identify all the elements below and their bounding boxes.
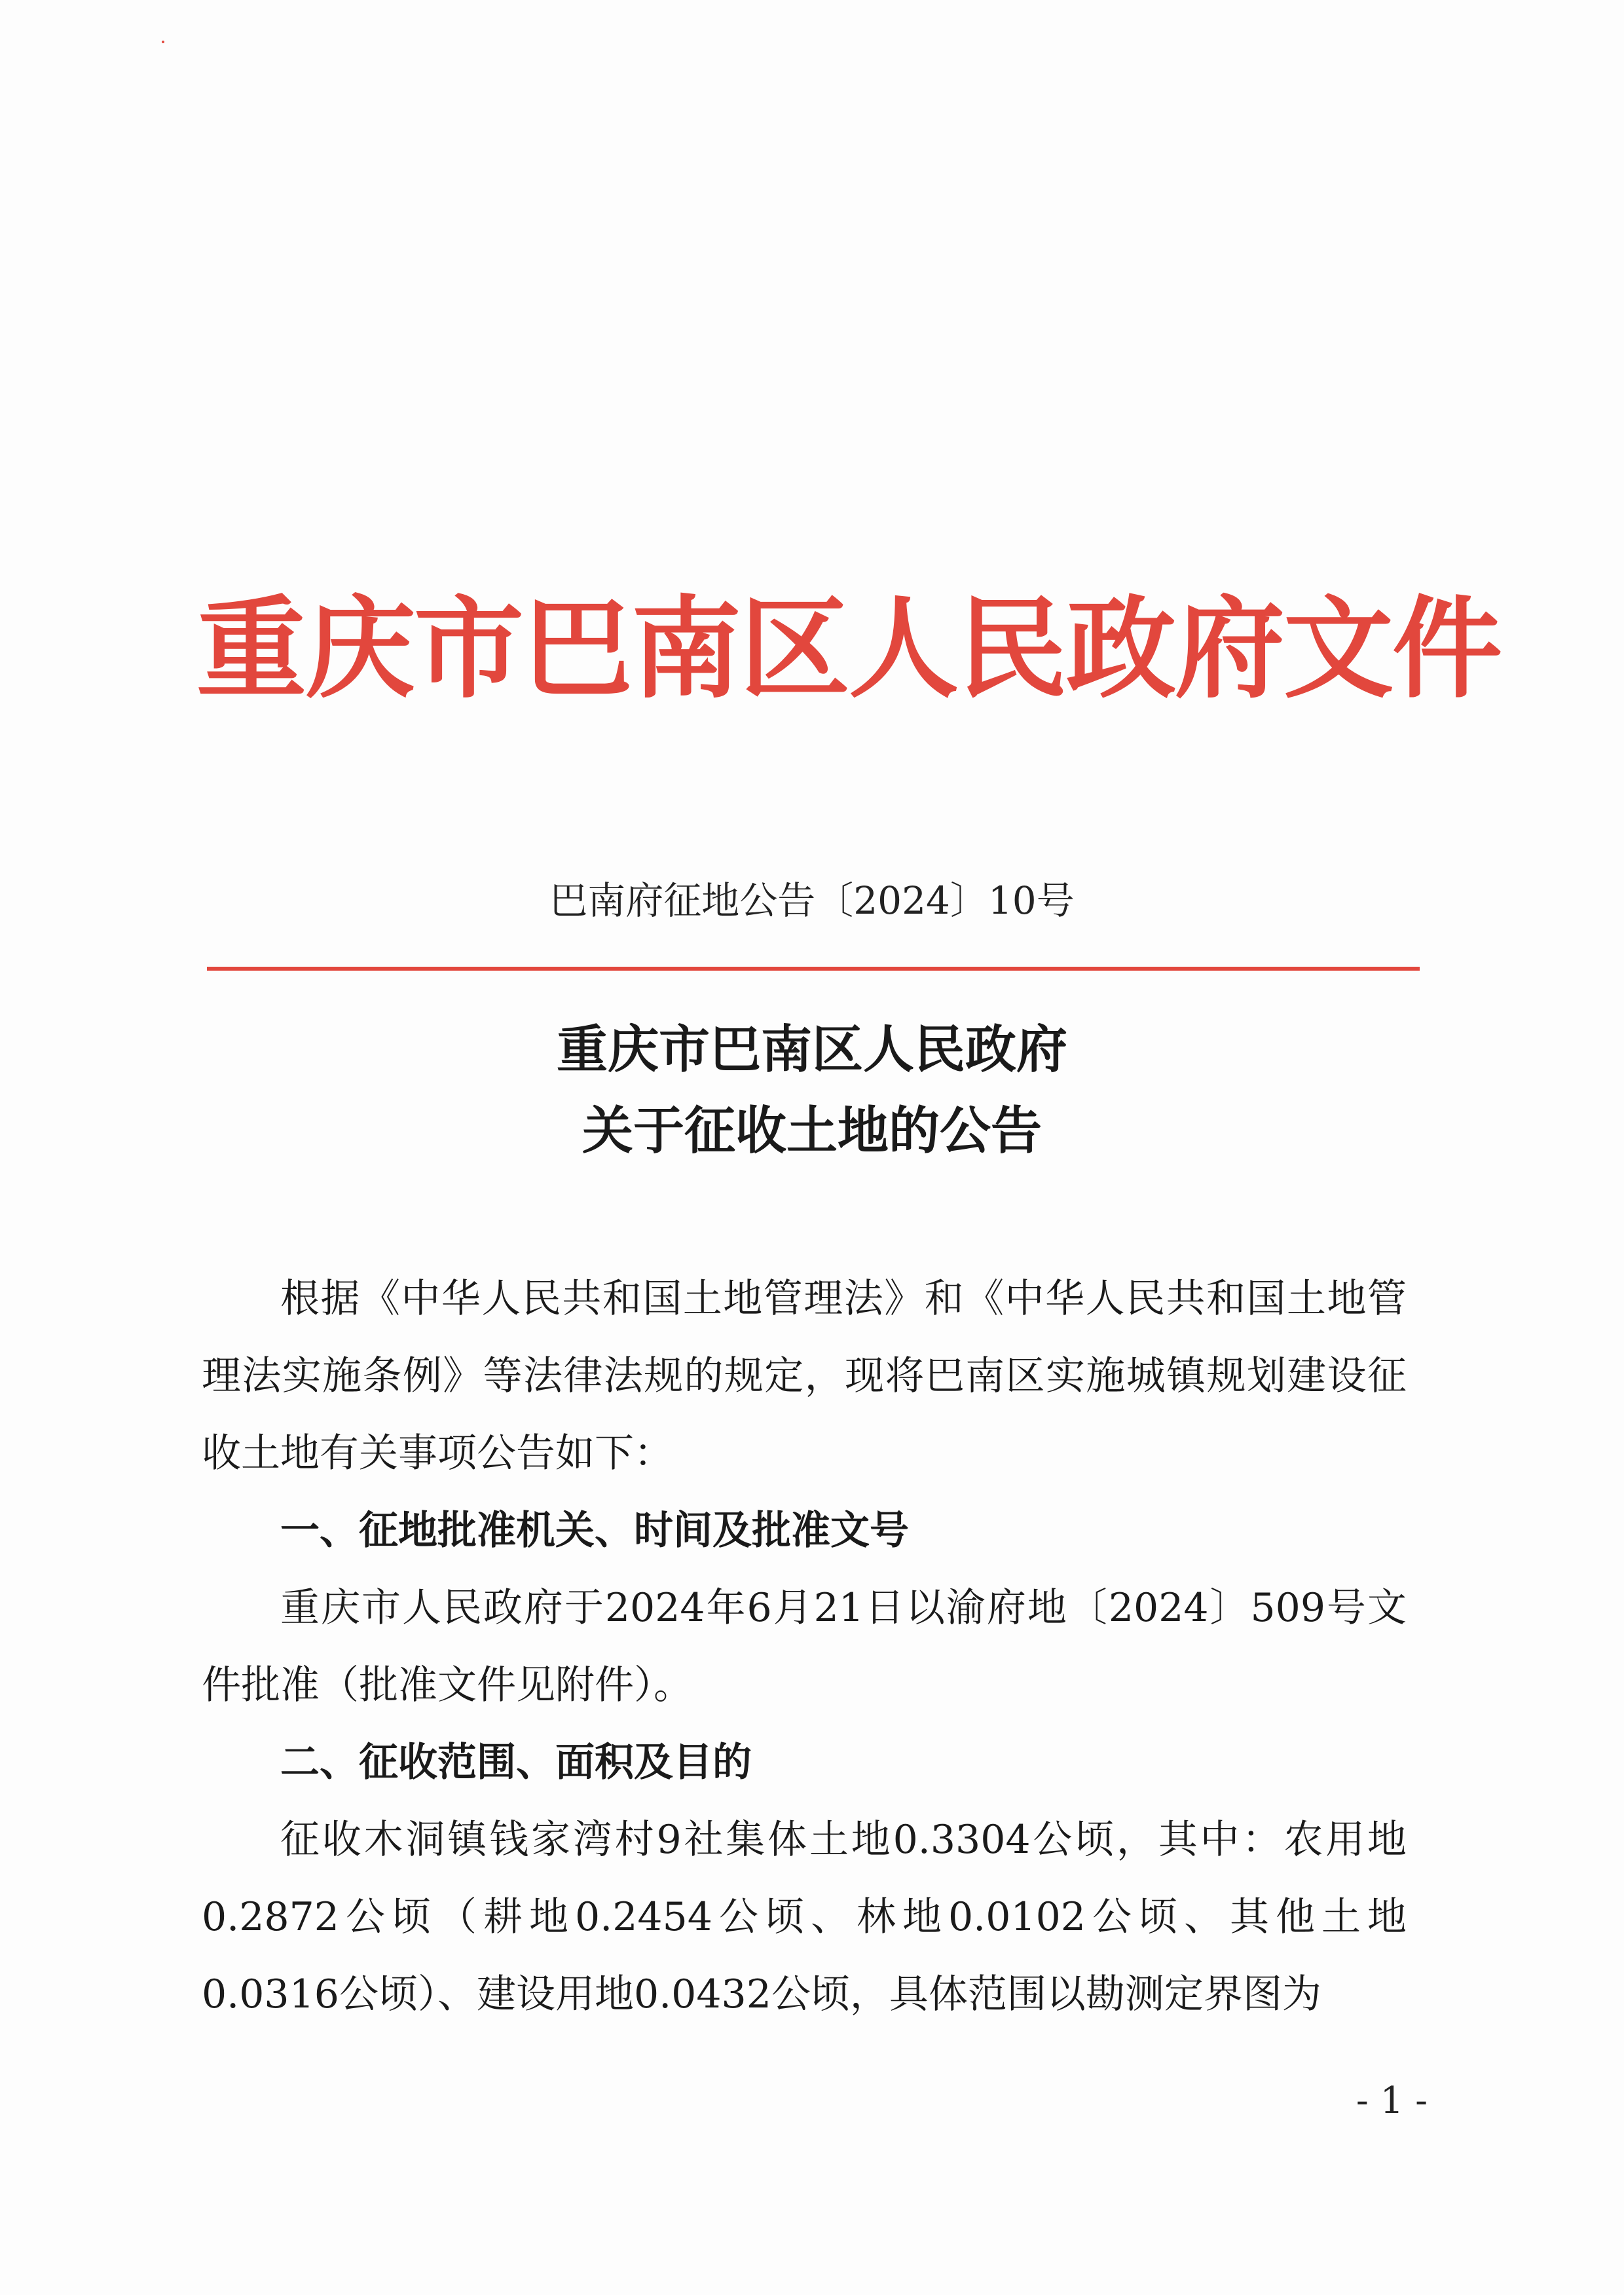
section2-heading: 二、征收范围、面积及目的: [280, 1740, 752, 1785]
section2-heading-block: [202, 1724, 1407, 1801]
intro-paragraph: 根据《中华人民共和国土地管理法》和《中华人民共和国土地管理法实施条例》等法律法规的规定，现将巴南区实施城镇规划建设征收土地有关事项公告如下：: [202, 1276, 1407, 1476]
section1-heading: 一、征地批准机关、时间及批准文号: [280, 1508, 909, 1554]
document-title-line-1: 重庆市巴南区人民政府: [556, 1020, 1067, 1079]
intro-paragraph-block: [202, 1260, 1407, 1492]
issuer-red-header: 重庆市巴南区人民政府文件: [196, 584, 1501, 713]
scan-speck: [162, 41, 164, 43]
section1-heading-block: [202, 1492, 1407, 1569]
document-number: 巴南府征地公告〔2024〕10号: [549, 878, 1075, 923]
section2-paragraph-block: [202, 1801, 1407, 2033]
red-separator-rule: [207, 967, 1420, 971]
document-title-line-2: 关于征收土地的公告: [581, 1101, 1042, 1161]
section1-paragraph: 重庆市人民政府于2024年6月21日以渝府地〔2024〕509号文件批准（批准文件见附件）。: [202, 1585, 1407, 1708]
section2-paragraph: 征收木洞镇钱家湾村9社集体土地0.3304公顷，其中：农用地0.2872公顷（耕地0.2454公顷、林地0.0102公顷、其他土地0.0316公顷）、建设用地0.0432公顷，具体范围以勘测定界图为: [202, 1817, 1407, 2017]
section1-paragraph-block: [202, 1569, 1407, 1724]
page-number: - 1 -: [1356, 2080, 1428, 2122]
